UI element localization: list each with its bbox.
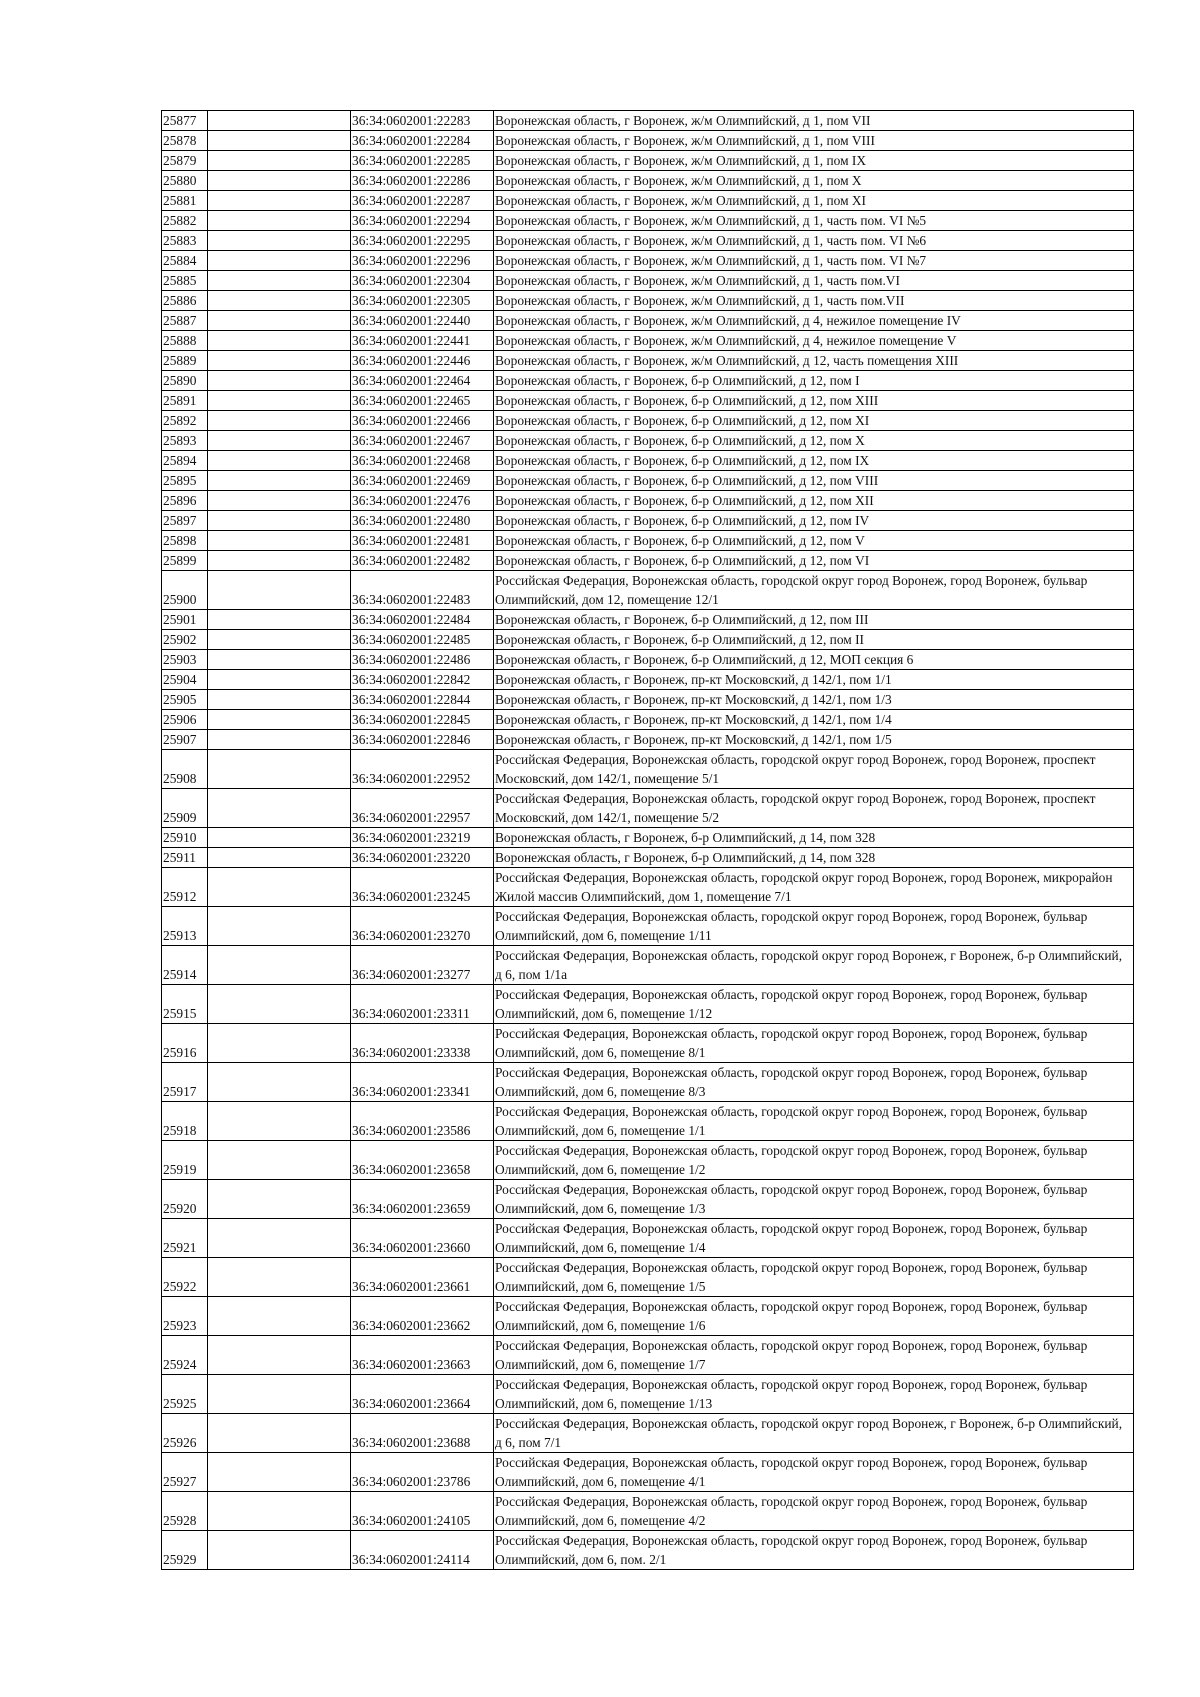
table-row xyxy=(162,710,1134,730)
empty-cell xyxy=(208,271,351,291)
cadastral-number: 36:34:0602001:23245 xyxy=(351,868,494,907)
table-row xyxy=(162,907,1134,946)
row-number: 25877 xyxy=(162,111,208,131)
row-number: 25901 xyxy=(162,610,208,630)
cadastral-number: 36:34:0602001:23219 xyxy=(351,828,494,848)
table-row xyxy=(162,1297,1134,1336)
cadastral-number: 36:34:0602001:22846 xyxy=(351,730,494,750)
empty-cell xyxy=(208,551,351,571)
empty-cell xyxy=(208,571,351,610)
property-address: Воронежская область, г Воронеж, б-р Олимпийский, д 12, пом V xyxy=(494,531,1134,551)
cadastral-number: 36:34:0602001:22485 xyxy=(351,630,494,650)
empty-cell xyxy=(208,907,351,946)
cadastral-number: 36:34:0602001:22845 xyxy=(351,710,494,730)
table-row xyxy=(162,131,1134,151)
property-address: Воронежская область, г Воронеж, б-р Олимпийский, д 12, пом IX xyxy=(494,451,1134,471)
row-number: 25916 xyxy=(162,1024,208,1063)
property-address: Российская Федерация, Воронежская область, городской округ город Воронеж, город Воронеж, бульвар Олимпийский, дом 6, пом. 2/1 xyxy=(494,1531,1134,1570)
table-row xyxy=(162,1024,1134,1063)
cadastral-number: 36:34:0602001:22466 xyxy=(351,411,494,431)
cadastral-number: 36:34:0602001:22464 xyxy=(351,371,494,391)
row-number: 25896 xyxy=(162,491,208,511)
empty-cell xyxy=(208,610,351,630)
table-row xyxy=(162,271,1134,291)
empty-cell xyxy=(208,848,351,868)
row-number: 25912 xyxy=(162,868,208,907)
table-row xyxy=(162,171,1134,191)
cadastral-number: 36:34:0602001:23664 xyxy=(351,1375,494,1414)
property-address: Российская Федерация, Воронежская область, городской округ город Воронеж, город Воронеж, бульвар Олимпийский, дом 6, помещение 1/3 xyxy=(494,1180,1134,1219)
empty-cell xyxy=(208,231,351,251)
table-row xyxy=(162,111,1134,131)
empty-cell xyxy=(208,868,351,907)
table-row xyxy=(162,1531,1134,1570)
table-row xyxy=(162,985,1134,1024)
table-row xyxy=(162,371,1134,391)
cadastral-number: 36:34:0602001:22446 xyxy=(351,351,494,371)
property-address: Воронежская область, г Воронеж, б-р Олимпийский, д 12, пом VI xyxy=(494,551,1134,571)
table-row xyxy=(162,946,1134,985)
empty-cell xyxy=(208,291,351,311)
row-number: 25886 xyxy=(162,291,208,311)
property-address: Воронежская область, г Воронеж, ж/м Олимпийский, д 1, часть пом.VI xyxy=(494,271,1134,291)
cadastral-number: 36:34:0602001:24105 xyxy=(351,1492,494,1531)
row-number: 25882 xyxy=(162,211,208,231)
empty-cell xyxy=(208,411,351,431)
property-address: Российская Федерация, Воронежская область, городской округ город Воронеж, город Воронеж, проспект Московский, дом 142/1, помещение 5/2 xyxy=(494,789,1134,828)
table-row xyxy=(162,650,1134,670)
cadastral-number: 36:34:0602001:23311 xyxy=(351,985,494,1024)
cadastral-number: 36:34:0602001:23660 xyxy=(351,1219,494,1258)
property-address: Воронежская область, г Воронеж, б-р Олимпийский, д 12, пом III xyxy=(494,610,1134,630)
table-row xyxy=(162,730,1134,750)
empty-cell xyxy=(208,211,351,231)
cadastral-number: 36:34:0602001:22286 xyxy=(351,171,494,191)
row-number: 25880 xyxy=(162,171,208,191)
row-number: 25894 xyxy=(162,451,208,471)
property-address: Российская Федерация, Воронежская область, городской округ город Воронеж, город Воронеж, бульвар Олимпийский, дом 6, помещение 1/11 xyxy=(494,907,1134,946)
cadastral-number: 36:34:0602001:23586 xyxy=(351,1102,494,1141)
property-address: Российская Федерация, Воронежская область, городской округ город Воронеж, город Воронеж, бульвар Олимпийский, дом 6, помещение 4/2 xyxy=(494,1492,1134,1531)
property-address: Воронежская область, г Воронеж, пр-кт Московский, д 142/1, пом 1/4 xyxy=(494,710,1134,730)
property-address: Воронежская область, г Воронеж, б-р Олимпийский, д 12, пом IV xyxy=(494,511,1134,531)
row-number: 25892 xyxy=(162,411,208,431)
empty-cell xyxy=(208,331,351,351)
row-number: 25915 xyxy=(162,985,208,1024)
empty-cell xyxy=(208,191,351,211)
property-address: Российская Федерация, Воронежская область, городской округ город Воронеж, город Воронеж, бульвар Олимпийский, дом 6, помещение 1/6 xyxy=(494,1297,1134,1336)
table-row xyxy=(162,351,1134,371)
cadastral-number: 36:34:0602001:24114 xyxy=(351,1531,494,1570)
cadastral-number: 36:34:0602001:22285 xyxy=(351,151,494,171)
empty-cell xyxy=(208,1336,351,1375)
cadastral-number: 36:34:0602001:23658 xyxy=(351,1141,494,1180)
table-row xyxy=(162,311,1134,331)
cadastral-number: 36:34:0602001:22482 xyxy=(351,551,494,571)
cadastral-number: 36:34:0602001:22440 xyxy=(351,311,494,331)
table-row xyxy=(162,551,1134,571)
property-address: Российская Федерация, Воронежская область, городской округ город Воронеж, город Воронеж, бульвар Олимпийский, дом 6, помещение 1/1 xyxy=(494,1102,1134,1141)
property-address: Российская Федерация, Воронежская область, городской округ город Воронеж, город Воронеж, микрорайон Жилой массив Олимпийский, дом 1, помещение 7/1 xyxy=(494,868,1134,907)
table-row xyxy=(162,411,1134,431)
row-number: 25921 xyxy=(162,1219,208,1258)
cadastral-number: 36:34:0602001:22481 xyxy=(351,531,494,551)
property-register-body xyxy=(162,111,1134,1570)
row-number: 25905 xyxy=(162,690,208,710)
row-number: 25918 xyxy=(162,1102,208,1141)
cadastral-number: 36:34:0602001:22844 xyxy=(351,690,494,710)
property-register-table xyxy=(161,110,1134,1570)
property-address: Воронежская область, г Воронеж, ж/м Олимпийский, д 12, часть помещения XIII xyxy=(494,351,1134,371)
row-number: 25890 xyxy=(162,371,208,391)
row-number: 25919 xyxy=(162,1141,208,1180)
cadastral-number: 36:34:0602001:23688 xyxy=(351,1414,494,1453)
table-row xyxy=(162,750,1134,789)
property-address: Воронежская область, г Воронеж, ж/м Олимпийский, д 1, пом VIII xyxy=(494,131,1134,151)
empty-cell xyxy=(208,1102,351,1141)
empty-cell xyxy=(208,730,351,750)
empty-cell xyxy=(208,531,351,551)
row-number: 25926 xyxy=(162,1414,208,1453)
cadastral-number: 36:34:0602001:22283 xyxy=(351,111,494,131)
row-number: 25891 xyxy=(162,391,208,411)
row-number: 25911 xyxy=(162,848,208,868)
empty-cell xyxy=(208,630,351,650)
table-row xyxy=(162,491,1134,511)
table-row xyxy=(162,191,1134,211)
empty-cell xyxy=(208,251,351,271)
row-number: 25913 xyxy=(162,907,208,946)
row-number: 25885 xyxy=(162,271,208,291)
row-number: 25889 xyxy=(162,351,208,371)
row-number: 25909 xyxy=(162,789,208,828)
table-row xyxy=(162,1375,1134,1414)
empty-cell xyxy=(208,670,351,690)
cadastral-number: 36:34:0602001:22957 xyxy=(351,789,494,828)
table-row xyxy=(162,1414,1134,1453)
row-number: 25879 xyxy=(162,151,208,171)
property-address: Воронежская область, г Воронеж, ж/м Олимпийский, д 1, пом XI xyxy=(494,191,1134,211)
cadastral-number: 36:34:0602001:22441 xyxy=(351,331,494,351)
table-row xyxy=(162,451,1134,471)
cadastral-number: 36:34:0602001:23270 xyxy=(351,907,494,946)
property-address: Российская Федерация, Воронежская область, городской округ город Воронеж, город Воронеж, бульвар Олимпийский, дом 6, помещение 8/3 xyxy=(494,1063,1134,1102)
cadastral-number: 36:34:0602001:22480 xyxy=(351,511,494,531)
property-address: Российская Федерация, Воронежская область, городской округ город Воронеж, г Воронеж, б-р Олимпийский, д 6, пом 7/1 xyxy=(494,1414,1134,1453)
row-number: 25924 xyxy=(162,1336,208,1375)
table-row xyxy=(162,291,1134,311)
empty-cell xyxy=(208,985,351,1024)
empty-cell xyxy=(208,471,351,491)
table-row xyxy=(162,231,1134,251)
empty-cell xyxy=(208,1219,351,1258)
empty-cell xyxy=(208,690,351,710)
cadastral-number: 36:34:0602001:22476 xyxy=(351,491,494,511)
row-number: 25893 xyxy=(162,431,208,451)
empty-cell xyxy=(208,1492,351,1531)
empty-cell xyxy=(208,171,351,191)
empty-cell xyxy=(208,1531,351,1570)
cadastral-number: 36:34:0602001:22468 xyxy=(351,451,494,471)
property-address: Воронежская область, г Воронеж, ж/м Олимпийский, д 1, часть пом. VI №6 xyxy=(494,231,1134,251)
table-row xyxy=(162,868,1134,907)
empty-cell xyxy=(208,750,351,789)
cadastral-number: 36:34:0602001:22842 xyxy=(351,670,494,690)
empty-cell xyxy=(208,1180,351,1219)
cadastral-number: 36:34:0602001:22304 xyxy=(351,271,494,291)
property-address: Воронежская область, г Воронеж, пр-кт Московский, д 142/1, пом 1/5 xyxy=(494,730,1134,750)
cadastral-number: 36:34:0602001:22467 xyxy=(351,431,494,451)
table-row xyxy=(162,610,1134,630)
table-row xyxy=(162,1336,1134,1375)
table-row xyxy=(162,789,1134,828)
cadastral-number: 36:34:0602001:22486 xyxy=(351,650,494,670)
table-row xyxy=(162,1063,1134,1102)
row-number: 25878 xyxy=(162,131,208,151)
property-address: Российская Федерация, Воронежская область, городской округ город Воронеж, город Воронеж, бульвар Олимпийский, дом 6, помещение 1/2 xyxy=(494,1141,1134,1180)
empty-cell xyxy=(208,1024,351,1063)
cadastral-number: 36:34:0602001:23661 xyxy=(351,1258,494,1297)
cadastral-number: 36:34:0602001:22294 xyxy=(351,211,494,231)
table-row xyxy=(162,211,1134,231)
empty-cell xyxy=(208,828,351,848)
empty-cell xyxy=(208,710,351,730)
empty-cell xyxy=(208,431,351,451)
property-address: Воронежская область, г Воронеж, ж/м Олимпийский, д 1, пом X xyxy=(494,171,1134,191)
table-row xyxy=(162,151,1134,171)
cadastral-number: 36:34:0602001:22284 xyxy=(351,131,494,151)
row-number: 25881 xyxy=(162,191,208,211)
property-address: Воронежская область, г Воронеж, б-р Олимпийский, д 12, пом II xyxy=(494,630,1134,650)
property-address: Воронежская область, г Воронеж, б-р Олимпийский, д 12, пом XI xyxy=(494,411,1134,431)
table-row xyxy=(162,828,1134,848)
property-address: Воронежская область, г Воронеж, б-р Олимпийский, д 12, пом I xyxy=(494,371,1134,391)
empty-cell xyxy=(208,131,351,151)
row-number: 25900 xyxy=(162,571,208,610)
table-row xyxy=(162,1102,1134,1141)
row-number: 25923 xyxy=(162,1297,208,1336)
cadastral-number: 36:34:0602001:22952 xyxy=(351,750,494,789)
row-number: 25895 xyxy=(162,471,208,491)
row-number: 25888 xyxy=(162,331,208,351)
row-number: 25902 xyxy=(162,630,208,650)
row-number: 25883 xyxy=(162,231,208,251)
empty-cell xyxy=(208,650,351,670)
row-number: 25906 xyxy=(162,710,208,730)
empty-cell xyxy=(208,511,351,531)
table-row xyxy=(162,531,1134,551)
empty-cell xyxy=(208,351,351,371)
property-address: Воронежская область, г Воронеж, ж/м Олимпийский, д 1, пом IX xyxy=(494,151,1134,171)
row-number: 25903 xyxy=(162,650,208,670)
table-row xyxy=(162,571,1134,610)
property-address: Российская Федерация, Воронежская область, городской округ город Воронеж, город Воронеж, бульвар Олимпийский, дом 6, помещение 1/12 xyxy=(494,985,1134,1024)
cadastral-number: 36:34:0602001:22469 xyxy=(351,471,494,491)
table-row xyxy=(162,251,1134,271)
property-address: Воронежская область, г Воронеж, пр-кт Московский, д 142/1, пом 1/1 xyxy=(494,670,1134,690)
property-address: Российская Федерация, Воронежская область, городской округ город Воронеж, город Воронеж, бульвар Олимпийский, дом 6, помещение 1/13 xyxy=(494,1375,1134,1414)
empty-cell xyxy=(208,491,351,511)
cadastral-number: 36:34:0602001:22305 xyxy=(351,291,494,311)
property-address: Российская Федерация, Воронежская область, городской округ город Воронеж, город Воронеж, бульвар Олимпийский, дом 6, помещение 1/5 xyxy=(494,1258,1134,1297)
cadastral-number: 36:34:0602001:23662 xyxy=(351,1297,494,1336)
table-row xyxy=(162,1180,1134,1219)
property-address: Воронежская область, г Воронеж, ж/м Олимпийский, д 4, нежилое помещение IV xyxy=(494,311,1134,331)
property-address: Российская Федерация, Воронежская область, городской округ город Воронеж, город Воронеж, бульвар Олимпийский, дом 12, помещение 12/1 xyxy=(494,571,1134,610)
property-address: Воронежская область, г Воронеж, б-р Олимпийский, д 12, пом VIII xyxy=(494,471,1134,491)
row-number: 25929 xyxy=(162,1531,208,1570)
row-number: 25928 xyxy=(162,1492,208,1531)
property-address: Воронежская область, г Воронеж, б-р Олимпийский, д 12, пом X xyxy=(494,431,1134,451)
empty-cell xyxy=(208,1258,351,1297)
empty-cell xyxy=(208,1141,351,1180)
property-address: Российская Федерация, Воронежская область, городской округ город Воронеж, город Воронеж, бульвар Олимпийский, дом 6, помещение 4/1 xyxy=(494,1453,1134,1492)
property-address: Российская Федерация, Воронежская область, городской округ город Воронеж, город Воронеж, бульвар Олимпийский, дом 6, помещение 1/7 xyxy=(494,1336,1134,1375)
cadastral-number: 36:34:0602001:23663 xyxy=(351,1336,494,1375)
cadastral-number: 36:34:0602001:22296 xyxy=(351,251,494,271)
row-number: 25898 xyxy=(162,531,208,551)
empty-cell xyxy=(208,1375,351,1414)
row-number: 25887 xyxy=(162,311,208,331)
cadastral-number: 36:34:0602001:22465 xyxy=(351,391,494,411)
empty-cell xyxy=(208,311,351,331)
table-row xyxy=(162,391,1134,411)
property-address: Воронежская область, г Воронеж, б-р Олимпийский, д 12, МОП секция 6 xyxy=(494,650,1134,670)
cadastral-number: 36:34:0602001:23659 xyxy=(351,1180,494,1219)
table-row xyxy=(162,331,1134,351)
row-number: 25922 xyxy=(162,1258,208,1297)
table-row xyxy=(162,1453,1134,1492)
table-row xyxy=(162,1492,1134,1531)
property-address: Воронежская область, г Воронеж, б-р Олимпийский, д 12, пом XIII xyxy=(494,391,1134,411)
cadastral-number: 36:34:0602001:22483 xyxy=(351,571,494,610)
property-address: Российская Федерация, Воронежская область, городской округ город Воронеж, город Воронеж, проспект Московский, дом 142/1, помещение 5/1 xyxy=(494,750,1134,789)
row-number: 25910 xyxy=(162,828,208,848)
property-address: Российская Федерация, Воронежская область, городской округ город Воронеж, город Воронеж, бульвар Олимпийский, дом 6, помещение 1/4 xyxy=(494,1219,1134,1258)
empty-cell xyxy=(208,1297,351,1336)
property-address: Воронежская область, г Воронеж, б-р Олимпийский, д 14, пом 328 xyxy=(494,848,1134,868)
row-number: 25908 xyxy=(162,750,208,789)
row-number: 25904 xyxy=(162,670,208,690)
table-row xyxy=(162,1141,1134,1180)
empty-cell xyxy=(208,451,351,471)
table-row xyxy=(162,848,1134,868)
table-row xyxy=(162,431,1134,451)
property-address: Российская Федерация, Воронежская область, городской округ город Воронеж, г Воронеж, б-р Олимпийский, д 6, пом 1/1а xyxy=(494,946,1134,985)
cadastral-number: 36:34:0602001:23338 xyxy=(351,1024,494,1063)
cadastral-number: 36:34:0602001:23341 xyxy=(351,1063,494,1102)
row-number: 25920 xyxy=(162,1180,208,1219)
property-address: Воронежская область, г Воронеж, ж/м Олимпийский, д 1, часть пом. VI №7 xyxy=(494,251,1134,271)
empty-cell xyxy=(208,789,351,828)
cadastral-number: 36:34:0602001:22287 xyxy=(351,191,494,211)
empty-cell xyxy=(208,151,351,171)
table-row xyxy=(162,690,1134,710)
table-row xyxy=(162,1219,1134,1258)
row-number: 25897 xyxy=(162,511,208,531)
property-address: Воронежская область, г Воронеж, ж/м Олимпийский, д 1, пом VII xyxy=(494,111,1134,131)
cadastral-number: 36:34:0602001:23220 xyxy=(351,848,494,868)
cadastral-number: 36:34:0602001:22484 xyxy=(351,610,494,630)
property-address: Воронежская область, г Воронеж, ж/м Олимпийский, д 1, часть пом.VII xyxy=(494,291,1134,311)
property-address: Воронежская область, г Воронеж, ж/м Олимпийский, д 4, нежилое помещение V xyxy=(494,331,1134,351)
empty-cell xyxy=(208,111,351,131)
row-number: 25914 xyxy=(162,946,208,985)
row-number: 25899 xyxy=(162,551,208,571)
cadastral-number: 36:34:0602001:22295 xyxy=(351,231,494,251)
row-number: 25927 xyxy=(162,1453,208,1492)
row-number: 25925 xyxy=(162,1375,208,1414)
empty-cell xyxy=(208,391,351,411)
property-address: Российская Федерация, Воронежская область, городской округ город Воронеж, город Воронеж, бульвар Олимпийский, дом 6, помещение 8/1 xyxy=(494,1024,1134,1063)
row-number: 25917 xyxy=(162,1063,208,1102)
property-address: Воронежская область, г Воронеж, пр-кт Московский, д 142/1, пом 1/3 xyxy=(494,690,1134,710)
table-row xyxy=(162,670,1134,690)
empty-cell xyxy=(208,1063,351,1102)
empty-cell xyxy=(208,1414,351,1453)
table-row xyxy=(162,471,1134,491)
table-row xyxy=(162,1258,1134,1297)
table-row xyxy=(162,511,1134,531)
row-number: 25907 xyxy=(162,730,208,750)
empty-cell xyxy=(208,946,351,985)
row-number: 25884 xyxy=(162,251,208,271)
property-address: Воронежская область, г Воронеж, б-р Олимпийский, д 12, пом XII xyxy=(494,491,1134,511)
table-row xyxy=(162,630,1134,650)
empty-cell xyxy=(208,1453,351,1492)
cadastral-number: 36:34:0602001:23786 xyxy=(351,1453,494,1492)
empty-cell xyxy=(208,371,351,391)
property-address: Воронежская область, г Воронеж, ж/м Олимпийский, д 1, часть пом. VI №5 xyxy=(494,211,1134,231)
property-address: Воронежская область, г Воронеж, б-р Олимпийский, д 14, пом 328 xyxy=(494,828,1134,848)
cadastral-number: 36:34:0602001:23277 xyxy=(351,946,494,985)
